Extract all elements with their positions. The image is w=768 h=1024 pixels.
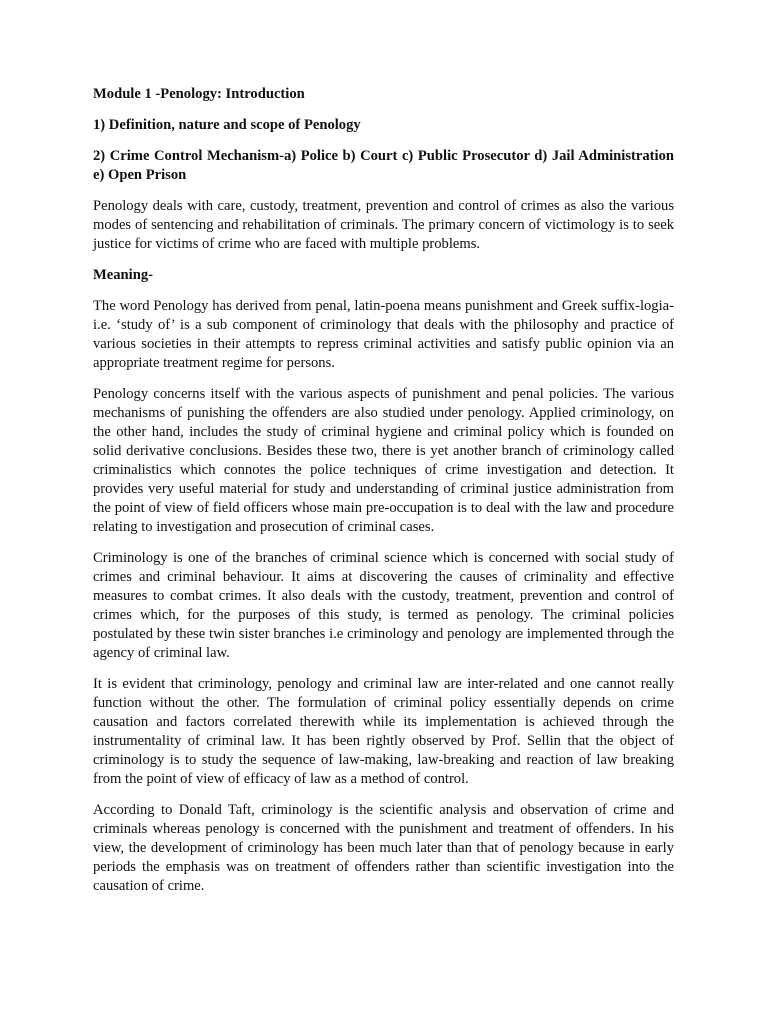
topic-heading-1: 1) Definition, nature and scope of Penology [93,117,361,133]
body-paragraph-criminology: Criminology is one of the branches of criminal science which is concerned with social study of crimes and criminal behaviour. It aims at discovering the causes of criminality and effective measures to combat crimes. It also deals with the custody, treatment, prevention and control of crimes which, for the purposes of this study, is termed as penology. The criminal policies postulated by these twin sister branches i.e criminology and penology are implemented through the agency of criminal law. [93,550,674,661]
topic-heading-2: 2) Crime Control Mechanism-a) Police b) Court c) Public Prosecutor d) Jail Administration e) Open Prison [93,148,674,183]
body-paragraph-interrelation: It is evident that criminology, penology and criminal law are inter-related and one cannot really function without the other. The formulation of criminal policy essentially depends on crime causation and factors correlated therewith while its implementation is achieved through the instrumentality of criminal law. It has been rightly observed by Prof. Sellin that the object of criminology is to study the sequence of law-making, law-breaking and reaction of law breaking from the point of view of efficacy of law as a method of control. [93,676,674,787]
document-page [93,85,674,908]
module-title: Module 1 -Penology: Introduction [93,86,305,102]
body-paragraph-penology-scope: Penology concerns itself with the various aspects of punishment and penal policies. The various mechanisms of punishing the offenders are also studied under penology. Applied criminology, on the other hand, includes the study of criminal hygiene and criminal policy which is founded on solid derivative conclusions. Besides these two, there is yet another branch of criminology called criminalistics which connotes the police techniques of crime investigation and detection. It provides very useful material for study and understanding of criminal justice administration from the point of view of field officers whose main pre-occupation is to deal with the law and procedure relating to investigation and prosecution of criminal cases. [93,386,674,535]
body-paragraph-taft: According to Donald Taft, criminology is the scientific analysis and observation of crime and criminals whereas penology is concerned with the punishment and treatment of offenders. In his view, the development of criminology has been much later than that of penology because in early periods the emphasis was on treatment of offenders rather than scientific investigation into the causation of crime. [93,802,674,894]
body-paragraph-etymology: The word Penology has derived from penal, latin-poena means punishment and Greek suffix-logia-i.e. ‘study of’ is a sub component of criminology that deals with the philosophy and practice of various societies in their attempts to repress criminal activities and satisfy public opinion via an appropriate treatment regime for persons. [93,298,674,371]
intro-paragraph: Penology deals with care, custody, treatment, prevention and control of crimes as also the various modes of sentencing and rehabilitation of criminals. The primary concern of victimology is to seek justice for victims of crime who are faced with multiple problems. [93,198,674,252]
meaning-heading: Meaning- [93,267,153,283]
